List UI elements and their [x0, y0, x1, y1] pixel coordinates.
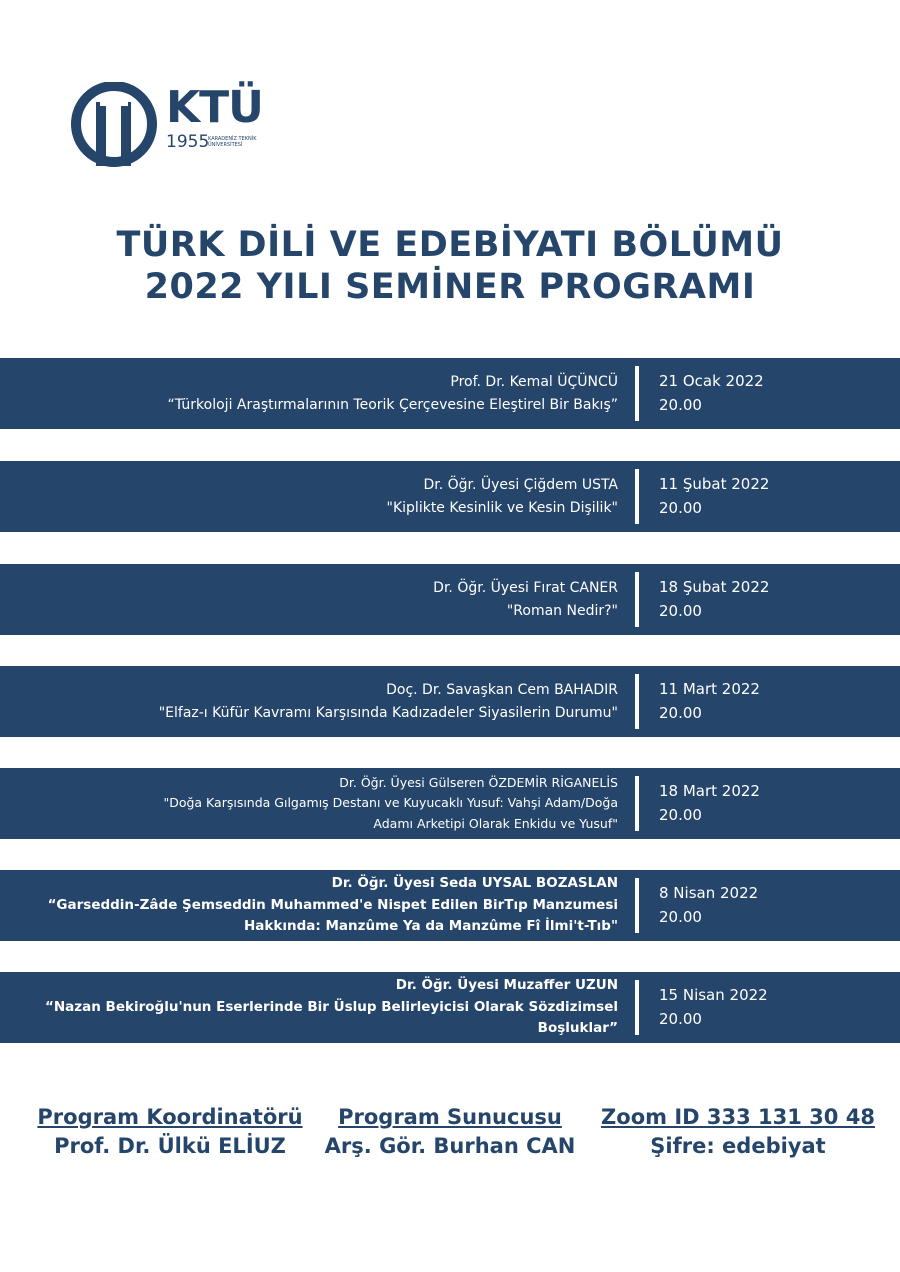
seminar-time: 20.00: [659, 1009, 702, 1028]
logo-subtitle: KARADENİZ TEKNİK ÜNİVERSİTESİ: [208, 136, 257, 148]
seminar-date: 11 Mart 2022: [659, 680, 760, 699]
speaker-name: Prof. Dr. Kemal ÜÇÜNCÜ: [450, 374, 618, 391]
seminar-date: 21 Ocak 2022: [659, 372, 764, 391]
divider: [635, 980, 639, 1035]
seminar-topic-line2: Adamı Arketipi Olarak Enkidu ve Yusuf": [373, 815, 618, 831]
divider: [635, 674, 639, 729]
seminar-topic: “Nazan Bekiroğlu'nun Eserlerinde Bir Üslup Belirleyicisi Olarak Sözdizimsel Boşluklar”: [45, 998, 618, 1037]
speaker-name: Dr. Öğr. Üyesi Seda UYSAL BOZASLAN: [331, 875, 618, 892]
seminar-row-2: [0, 461, 900, 532]
seminar-topic: "Elfaz-ı Küfür Kavramı Karşısında Kadızadeler Siyasilerin Durumu": [158, 704, 618, 721]
ktu-emblem-icon: [70, 82, 160, 172]
seminar-date: 15 Nisan 2022: [659, 986, 768, 1005]
seminar-topic-line2: Hakkında: Manzûme Ya da Manzûme Fî İlmi't-Tıb": [243, 918, 618, 935]
speaker-name: Dr. Öğr. Üyesi Fırat CANER: [433, 580, 618, 597]
seminar-date: 8 Nisan 2022: [659, 884, 759, 903]
presenter-block: [300, 1103, 600, 1162]
divider: [635, 878, 639, 933]
seminar-topic: “Garseddin-Zâde Şemseddin Muhammed'e Nispet Edilen BirTıp Manzumesi: [47, 896, 618, 913]
seminar-topic: "Roman Nedir?": [506, 602, 618, 619]
logo-text: KTÜ: [166, 82, 263, 133]
seminar-time: 20.00: [659, 703, 702, 722]
seminar-date: 18 Şubat 2022: [659, 578, 770, 597]
speaker-name: Dr. Öğr. Üyesi Gülseren ÖZDEMİR RİGANELİS: [339, 774, 618, 790]
coordinator-name: Prof. Dr. Ülkü ELİUZ: [54, 1134, 286, 1159]
seminar-time: 20.00: [659, 907, 702, 926]
seminar-row-5: [0, 768, 900, 839]
seminar-topic: "Doğa Karşısında Gılgamış Destanı ve Kuyucaklı Yusuf: Vahşi Adam/Doğa: [163, 795, 618, 811]
coordinator-block: [20, 1103, 320, 1162]
seminar-row-7: [0, 972, 900, 1043]
zoom-block: [588, 1103, 888, 1162]
coordinator-label: Program Koordinatörü: [37, 1105, 303, 1129]
ktu-logo: [70, 82, 270, 172]
zoom-id: Zoom ID 333 131 30 48: [601, 1105, 875, 1129]
seminar-time: 20.00: [659, 601, 702, 620]
seminar-row-6: [0, 870, 900, 941]
logo-year: 1955: [166, 132, 210, 152]
zoom-password: Şifre: edebiyat: [650, 1134, 826, 1159]
divider: [635, 469, 639, 524]
speaker-name: Doç. Dr. Savaşkan Cem BAHADIR: [386, 682, 618, 699]
presenter-label: Program Sunucusu: [338, 1105, 562, 1129]
seminar-time: 20.00: [659, 395, 702, 414]
seminar-date: 18 Mart 2022: [659, 782, 760, 801]
seminar-time: 20.00: [659, 805, 702, 824]
presenter-name: Arş. Gör. Burhan CAN: [324, 1134, 576, 1159]
speaker-name: Dr. Öğr. Üyesi Muzaffer UZUN: [395, 977, 618, 994]
seminar-date: 11 Şubat 2022: [659, 475, 770, 494]
divider: [635, 366, 639, 421]
seminar-row-4: [0, 666, 900, 737]
divider: [635, 776, 639, 831]
divider: [635, 572, 639, 627]
page-title-line1: TÜRK DİLİ VE EDEBİYATI BÖLÜMÜ: [116, 225, 784, 265]
seminar-topic: "Kiplikte Kesinlik ve Kesin Dişilik": [386, 499, 618, 516]
seminar-row-1: [0, 358, 900, 429]
seminar-topic: “Türkoloji Araştırmalarının Teorik Çerçevesine Eleştirel Bir Bakış”: [167, 396, 618, 413]
page-title-line2: 2022 YILI SEMİNER PROGRAMI: [144, 267, 756, 307]
speaker-name: Dr. Öğr. Üyesi Çiğdem USTA: [423, 477, 618, 494]
seminar-time: 20.00: [659, 498, 702, 517]
seminar-row-3: [0, 564, 900, 635]
